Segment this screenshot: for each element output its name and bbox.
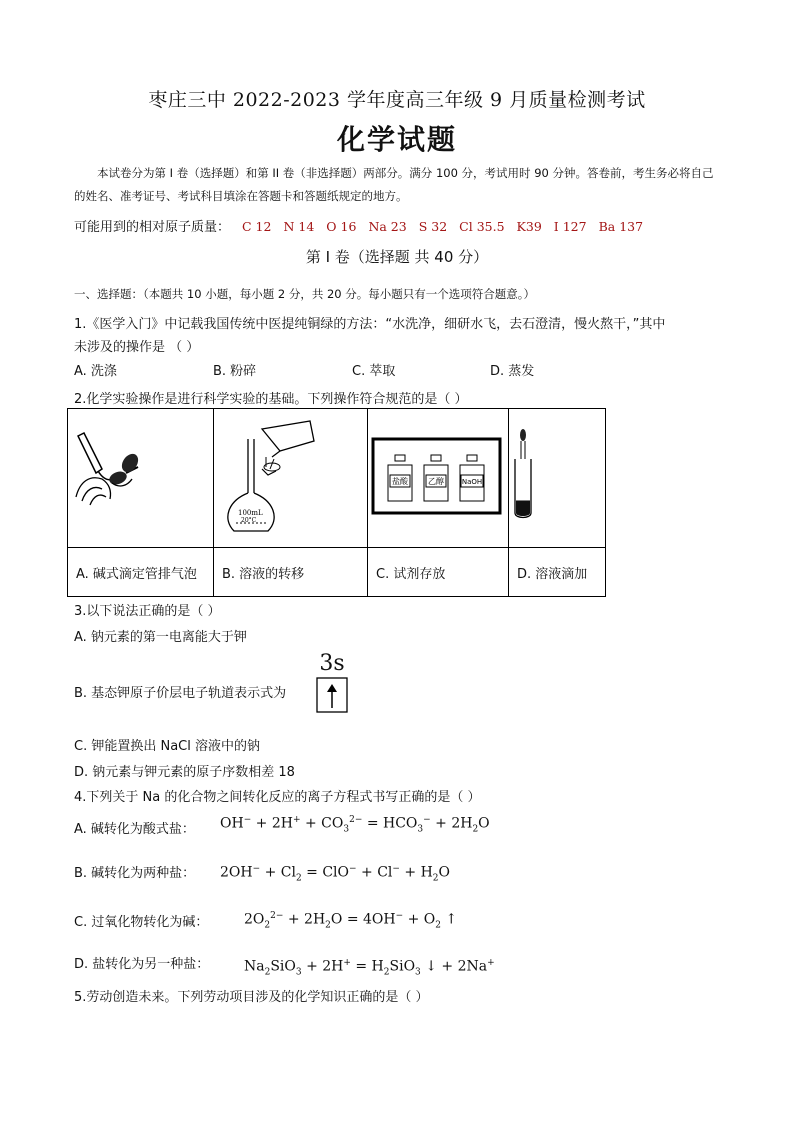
- atomic-mass-line: [74, 216, 643, 235]
- section-title: 第 I 卷（选择题 共 40 分）: [305, 248, 489, 266]
- atomic-mass-value: Cl 35.5: [459, 219, 505, 234]
- question-3-stem: 3.以下说法正确的是（ ）: [74, 604, 221, 619]
- reagent-cabinet-icon: [368, 409, 508, 543]
- q3-option-b: B. 基态钾原子价层电子轨道表示式为: [74, 686, 287, 701]
- atomic-mass-value: S 32: [418, 219, 448, 234]
- q4-option-d-equation: $Na_2SiO_3 + 2H^+ = H_2SiO_3$ ↓ + 2Na+: [244, 958, 495, 978]
- exam-notice: 本试卷分为第 I 卷（选择题）和第 II 卷（非选择题）两部分。满分 100 分，考试用时 90 分钟。答卷前，考生务必将自己的姓名、准考证号、考试科目填涂在答题卡和答题纸规定的地方。: [74, 166, 714, 203]
- question-2-stem: 2.化学实验操作是进行科学实验的基础。下列操作符合规范的是（ ）: [74, 392, 468, 407]
- q2-option-c: C. 试剂存放: [368, 548, 509, 597]
- question-4-stem: 4.下列关于 Na 的化合物之间转化反应的离子方程式书写正确的是（ ）: [74, 790, 481, 805]
- question-1-stem: 1.《医学入门》中记载我国传统中医提纯铜绿的方法：“水洗净，细研水飞，去石澄清，慢火熬干，”其中: [74, 317, 666, 332]
- exam-title: 枣庄三中 2022-2023 学年度高三年级 9 月质量检测考试: [148, 89, 646, 111]
- flask-volume-label: 100mL: [238, 509, 263, 517]
- q2-option-d: D. 溶液滴加: [509, 548, 606, 597]
- question-1-stem-cont: 未涉及的操作是 （ ）: [74, 340, 200, 355]
- q4-option-a-label: A. 碱转化为酸式盐：: [74, 822, 195, 837]
- q1-option-c: C. 萃取: [352, 364, 396, 379]
- q4-option-b-label: B. 碱转化为两种盐：: [74, 866, 196, 881]
- q2-image-c: [368, 409, 509, 548]
- atomic-mass-value: C 12: [242, 219, 272, 234]
- q2-image-b: [214, 409, 368, 548]
- atomic-mass-value: N 14: [283, 219, 315, 234]
- bottle-label-ethanol: 乙醇: [428, 477, 444, 486]
- section-instruction: 一、选择题：（本题共 10 小题，每小题 2 分，共 20 分。每小题只有一个选项符合题意。）: [74, 287, 536, 301]
- atomic-mass-value: O 16: [326, 219, 357, 234]
- atomic-mass-label: 可能用到的相对原子质量：: [74, 220, 231, 235]
- q2-option-b: B. 溶液的转移: [214, 548, 368, 597]
- orbital-diagram: [310, 652, 354, 720]
- atomic-mass-value: K39: [516, 219, 542, 234]
- atomic-mass-value: I 127: [553, 219, 587, 234]
- dropper-tube-icon: [509, 409, 605, 543]
- q2-options-table: [67, 408, 606, 597]
- q3-option-c: C. 钾能置换出 NaCl 溶液中的钠: [74, 739, 260, 754]
- orbital-box-up-arrow-icon: [310, 676, 354, 716]
- atomic-mass-value: Ba 137: [598, 219, 644, 234]
- atomic-mass-value: Na 23: [368, 219, 407, 234]
- q4-option-c-label: C. 过氧化物转化为碱：: [74, 915, 209, 930]
- q1-option-d: D. 蒸发: [490, 364, 535, 379]
- bottle-label-naoh: NaOH: [461, 478, 483, 486]
- flask-temp-label: 20°C: [241, 517, 257, 524]
- q1-option-a: A. 洗涤: [74, 364, 117, 379]
- q3-option-a: A. 钠元素的第一电离能大于钾: [74, 630, 247, 645]
- q4-option-b-equation: $2OH^- + Cl_2 = ClO^- + Cl^- + H_2O$: [220, 864, 450, 884]
- q2-image-d: [509, 409, 606, 548]
- volumetric-flask-icon: [214, 409, 367, 543]
- subject-title: 化学试题: [336, 123, 457, 156]
- q4-option-d-label: D. 盐转化为另一种盐：: [74, 957, 210, 972]
- q4-option-a-equation: $OH^- + 2H^+ + CO_3^{2-} = HCO_3^- + 2H_2O$: [220, 815, 490, 835]
- q2-image-a: [68, 409, 214, 548]
- q1-option-b: B. 粉碎: [213, 364, 257, 379]
- question-5-stem: 5.劳动创造未来。下列劳动项目涉及的化学知识正确的是（ ）: [74, 990, 429, 1005]
- q4-option-c-equation: $2O_2^{2-} + 2H_2O = 4OH^- + O_2$ ↑: [244, 911, 458, 931]
- bottle-label-hcl: 盐酸: [392, 477, 408, 486]
- q3-option-d: D. 钠元素与钾元素的原子序数相差 18: [74, 765, 295, 780]
- burette-bubble-icon: [68, 409, 213, 543]
- orbital-label: 3s: [319, 651, 345, 676]
- q2-option-a: A. 碱式滴定管排气泡: [68, 548, 214, 597]
